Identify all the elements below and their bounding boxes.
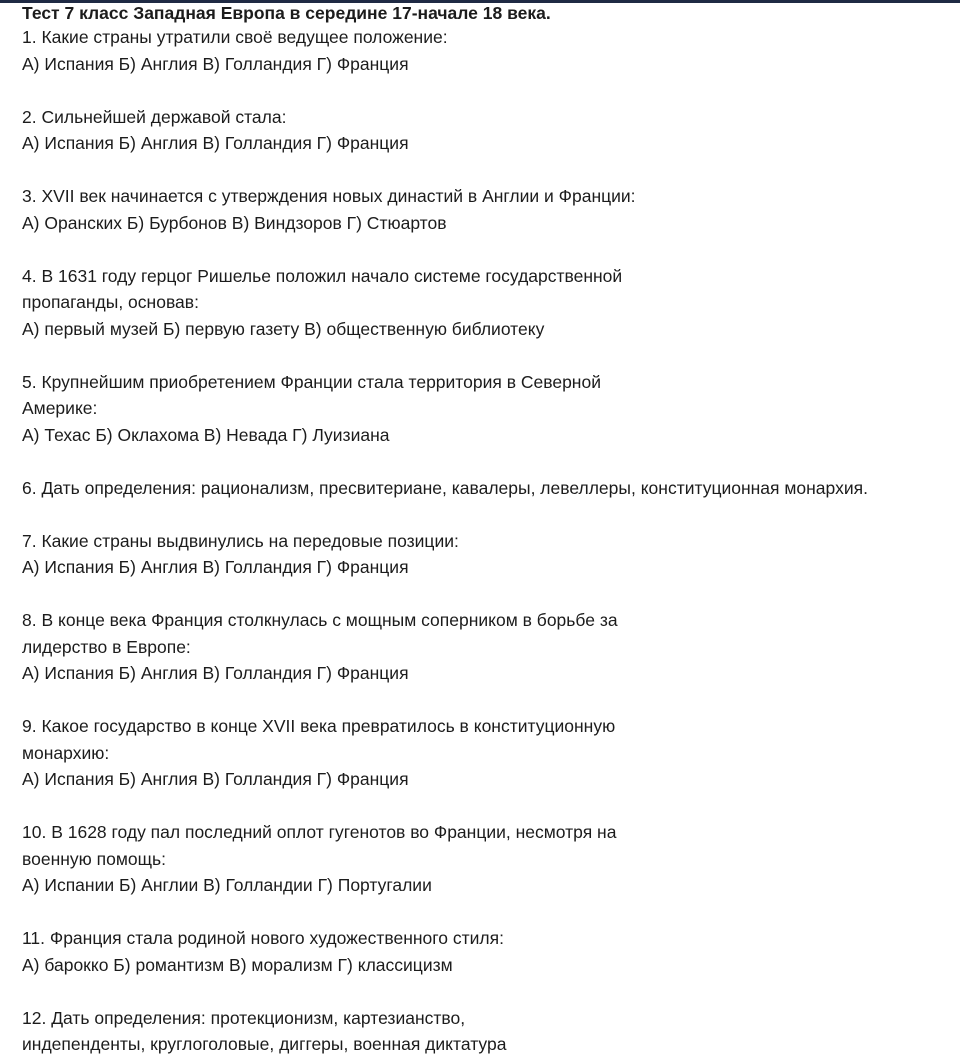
question-text-line: 9. Какое государство в конце XVII века превратилось в конституционную [22, 716, 616, 736]
question-text-line: индепенденты, круглоголовые, диггеры, военная диктатура [22, 1034, 507, 1054]
question-text-line: лидерство в Европе: [22, 636, 191, 657]
question-text-line: 8. В конце века Франция столкнулась с мощным соперником в борьбе за [22, 610, 618, 630]
question-10 [22, 819, 952, 899]
question-4 [22, 263, 952, 343]
question-6 [22, 475, 952, 502]
answer-options: А) Техас Б) Оклахома В) Невада Г) Луизиана [22, 424, 390, 445]
question-12 [22, 1005, 952, 1058]
answer-options: А) Испании Б) Англии В) Голландии Г) Португалии [22, 875, 432, 895]
answer-options: А) Испания Б) Англия В) Голландия Г) Франция [22, 663, 409, 683]
question-text-line: военную помощь: [22, 848, 166, 869]
answer-options: А) первый музей Б) первую газету В) общественную библиотеку [22, 318, 545, 339]
answer-options: А) Испания Б) Англия В) Голландия Г) Франция [22, 133, 409, 153]
question-text-line: пропаганды, основав: [22, 292, 199, 312]
question-3 [22, 183, 952, 236]
question-text-line: 6. Дать определения: рационализм, пресвитериане, кавалеры, левеллеры, конституционная монархия. [22, 477, 868, 498]
question-text-line: 11. Франция стала родиной нового художественного стиля: [22, 928, 504, 948]
question-text-line: монархию: [22, 742, 110, 763]
question-7 [22, 528, 952, 581]
question-text-line: 5. Крупнейшим приобретением Франции стала территория в Северной [22, 371, 601, 392]
question-8 [22, 607, 952, 687]
question-1 [22, 24, 952, 77]
question-text-line: 10. В 1628 году пал последний оплот гугенотов во Франции, несмотря на [22, 822, 617, 842]
question-11 [22, 925, 952, 978]
test-document [22, 2, 952, 1058]
answer-options: А) Испания Б) Англия В) Голландия Г) Франция [22, 769, 409, 789]
document-title: Тест 7 класс Западная Европа в середине 17-начале 18 века. [22, 3, 551, 23]
answer-options: А) Оранских Б) Бурбонов В) Виндзоров Г) Стюартов [22, 212, 447, 233]
question-text-line: 1. Какие страны утратили своё ведущее положение: [22, 27, 448, 47]
question-text-line: Америке: [22, 398, 98, 418]
question-list [22, 24, 952, 1058]
answer-options: А) барокко Б) романтизм В) морализм Г) классицизм [22, 954, 453, 975]
question-text-line: 3. XVII век начинается с утверждения новых династий в Англии и Франции: [22, 186, 636, 206]
question-5 [22, 369, 952, 449]
question-9 [22, 713, 952, 793]
question-text-line: 2. Сильнейшей державой стала: [22, 106, 287, 127]
question-text-line: 12. Дать определения: протекционизм, картезианство, [22, 1007, 466, 1028]
answer-options: А) Испания Б) Англия В) Голландия Г) Франция [22, 557, 409, 577]
answer-options: А) Испания Б) Англия В) Голландия Г) Франция [22, 53, 409, 74]
question-text-line: 7. Какие страны выдвинулись на передовые позиции: [22, 530, 459, 551]
question-text-line: 4. В 1631 году герцог Ришелье положил начало системе государственной [22, 265, 623, 286]
question-2 [22, 104, 952, 157]
